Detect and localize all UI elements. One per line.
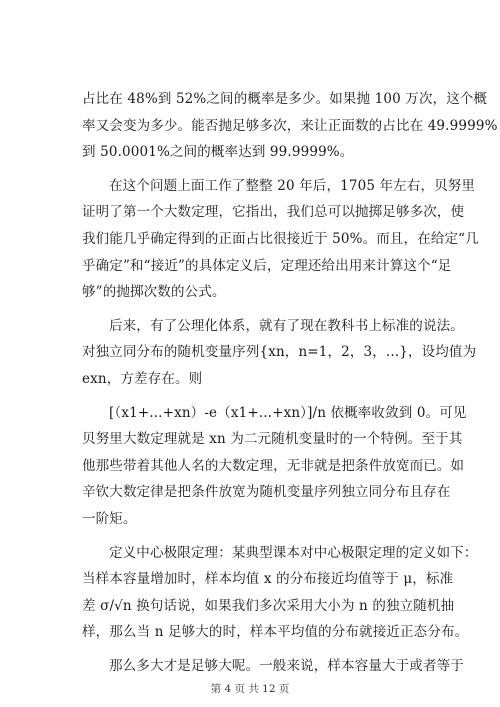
paragraph-gap xyxy=(82,533,424,540)
paragraph-gap xyxy=(82,166,424,173)
paragraph xyxy=(82,540,478,646)
text-line: 后来，有了公理化体系，就有了现在教科书上标准的说法。 xyxy=(109,317,464,334)
paragraph-gap xyxy=(82,306,424,313)
text-line: 乎确定”和“接近”的具体定义后，定理还给出用来计算这个“足 xyxy=(82,257,452,274)
text-line: 对独立同分布的随机变量序列{xn，n=1，2，3，...}，设均值为 xyxy=(82,344,477,361)
text-line: 样，那么当 n 足够大的时，样本平均值的分布就接近正态分布。 xyxy=(82,624,469,641)
document-body xyxy=(82,86,498,679)
paragraph-gap xyxy=(82,646,424,653)
paragraph xyxy=(82,653,464,680)
paragraph xyxy=(82,86,498,166)
paragraph xyxy=(82,173,479,306)
text-line: 够”的抛掷次数的公式。 xyxy=(82,284,226,301)
text-line: exn，方差存在。则 xyxy=(82,370,203,387)
text-line: 一阶矩。 xyxy=(82,510,137,527)
text-line: 辛钦大数定律是把条件放宽为随机变量序列独立同分布且存在 xyxy=(82,484,451,501)
text-line: 证明了第一个大数定理，它指出，我们总可以抛掷足够多次，使 xyxy=(82,204,465,221)
paragraph xyxy=(82,400,467,533)
text-line: 他那些带着其他人名的大数定理，无非就是把条件放宽而已。如 xyxy=(82,457,465,474)
paragraph xyxy=(82,313,477,393)
page-footer: 第 4 页 共 12 页 xyxy=(210,683,290,695)
paragraph-gap xyxy=(82,393,424,400)
text-line: 当样本容量增加时，样本均值 x 的分布接近均值等于 μ，标准 xyxy=(82,571,454,588)
text-line: 差 σ/√n 换句话说，如果我们多次采用大小为 n 的独立随机抽 xyxy=(82,597,455,614)
text-line: 那么多大才是足够大呢。一般来说，样本容量大于或者等于 xyxy=(109,657,464,674)
text-line: 在这个问题上面工作了整整 20 年后，1705 年左右，贝努里 xyxy=(109,177,476,194)
text-line: 到 50.0001%之间的概率达到 99.9999%。 xyxy=(82,144,354,161)
text-line: [（x1+...+xn）-e（x1+...+xn）]/n 依概率收敛到 0。可见 xyxy=(109,404,467,421)
text-line: 占比在 48%到 52%之间的概率是多少。如果抛 100 万次，这个概 xyxy=(82,91,488,107)
text-line: 我们能几乎确定得到的正面占比很接近于 50%。而且，在给定“几 xyxy=(82,230,479,247)
text-line: 率又会变为多少。能否抛足够多次，来让正面数的占比在 49.9999% xyxy=(82,117,498,134)
text-line: 贝努里大数定理就是 xn 为二元随机变量时的一个特例。至于其 xyxy=(82,431,463,448)
text-line: 定义中心极限定理：某典型课本对中心极限定理的定义如下： xyxy=(109,544,478,561)
